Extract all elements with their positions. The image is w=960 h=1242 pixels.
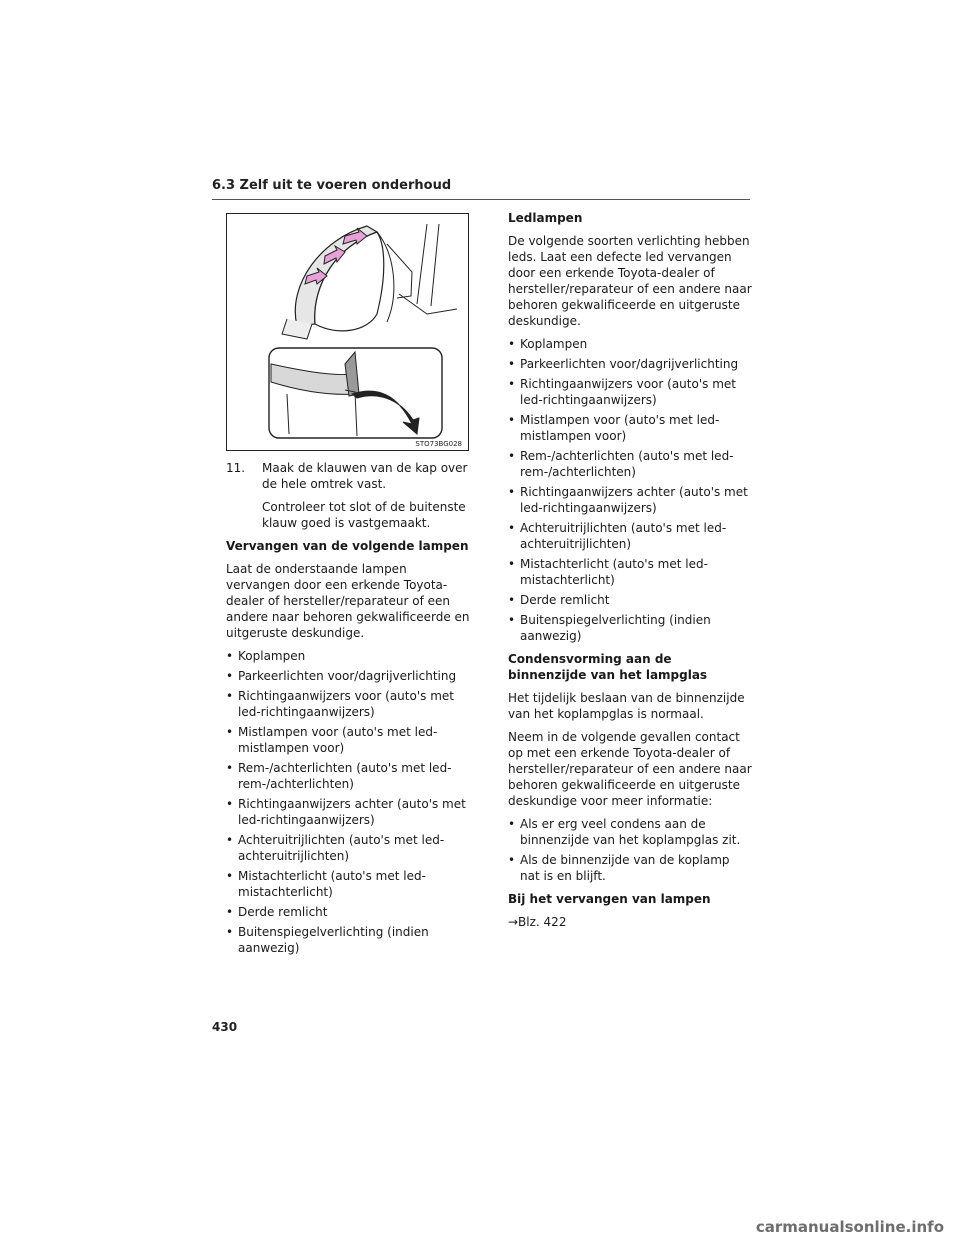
step-number: 11.	[226, 461, 246, 475]
list-item: • Mistlampen voor (auto's met led-mistlampen voor)	[226, 725, 438, 755]
list-item: • Buitenspiegelverlichting (indien aanwezig)	[226, 925, 429, 955]
left-column	[226, 460, 470, 963]
list-item: • Rem-/achterlichten (auto's met led-rem-/achterlichten)	[508, 449, 734, 479]
list-item: • Parkeerlichten voor/dagrijverlichting	[508, 357, 739, 371]
step-11	[226, 460, 470, 492]
section-divider	[212, 199, 750, 200]
list-item: • Koplampen	[226, 649, 306, 663]
list-item: • Rem-/achterlichten (auto's met led-rem-/achterlichten)	[226, 761, 452, 791]
list-item: • Mistlampen voor (auto's met led-mistlampen voor)	[508, 413, 720, 443]
list-item: • Koplampen	[508, 337, 588, 351]
list-item: • Achteruitrijlichten (auto's met led-achteruitrijlichten)	[226, 833, 445, 863]
paragraph: Het tijdelijk beslaan van de binnenzijde van het koplampglas is normaal.	[508, 691, 745, 721]
mirror-cover-illustration	[226, 213, 469, 451]
list-item: • Mistachterlicht (auto's met led-mistachterlicht)	[226, 869, 426, 899]
bullet-list	[226, 648, 470, 956]
bullet-list	[508, 336, 752, 644]
paragraph: De volgende soorten verlichting hebben leds. Laat een defecte led vervangen door een erkende Toyota-dealer of hersteller/reparateur of een andere naar behoren gekwalificeerde en uitgeruste deskundige.	[508, 234, 752, 328]
heading-replacing-lamps: Vervangen van de volgende lampen	[226, 539, 469, 553]
heading-condensation: Condensvorming aan de binnenzijde van het lampglas	[508, 652, 708, 682]
figure-code: STO73BG028	[415, 440, 462, 448]
list-item: • Richtingaanwijzers achter (auto's met led-richtingaanwijzers)	[226, 797, 466, 827]
step-subtext: Controleer tot slot of de buitenste klauw goed is vastgemaakt.	[262, 500, 466, 530]
list-item: • Mistachterlicht (auto's met led-mistachterlicht)	[508, 557, 708, 587]
page-number: 430	[212, 1020, 238, 1034]
bullet-list	[508, 816, 752, 884]
step-text: Maak de klauwen van de kap over de hele omtrek vast.	[262, 461, 468, 491]
footer-watermark: carmanualsonline.info	[755, 1218, 944, 1236]
list-item: • Richtingaanwijzers voor (auto's met led-richtingaanwijzers)	[226, 689, 454, 719]
heading-replacing-bulbs: Bij het vervangen van lampen	[508, 892, 711, 906]
page-reference-link[interactable]: →Blz. 422	[508, 915, 567, 929]
list-item: • Achteruitrijlichten (auto's met led-achteruitrijlichten)	[508, 521, 727, 551]
paragraph: Neem in de volgende gevallen contact op met een erkende Toyota-dealer of hersteller/reparateur of een andere naar behoren gekwalificeerde en uitgeruste deskundige voor meer informatie:	[508, 730, 752, 808]
heading-led-lamps: Ledlampen	[508, 211, 583, 225]
mirror-illustration-drawing	[227, 214, 468, 450]
right-column	[508, 210, 752, 937]
list-item: • Richtingaanwijzers voor (auto's met led-richtingaanwijzers)	[508, 377, 736, 407]
list-item: • Derde remlicht	[508, 593, 610, 607]
section-header: 6.3 Zelf uit te voeren onderhoud	[212, 178, 452, 193]
list-item: • Parkeerlichten voor/dagrijverlichting	[226, 669, 457, 683]
paragraph: Laat de onderstaande lampen vervangen door een erkende Toyota-dealer of hersteller/reparateur of een andere naar behoren gekwalificeerde en uitgeruste deskundige.	[226, 562, 470, 640]
list-item: • Buitenspiegelverlichting (indien aanwezig)	[508, 613, 711, 643]
list-item: • Derde remlicht	[226, 905, 328, 919]
list-item: • Als de binnenzijde van de koplamp nat is en blijft.	[508, 853, 730, 883]
list-item: • Richtingaanwijzers achter (auto's met led-richtingaanwijzers)	[508, 485, 748, 515]
list-item: • Als er erg veel condens aan de binnenzijde van het koplampglas zit.	[508, 817, 741, 847]
